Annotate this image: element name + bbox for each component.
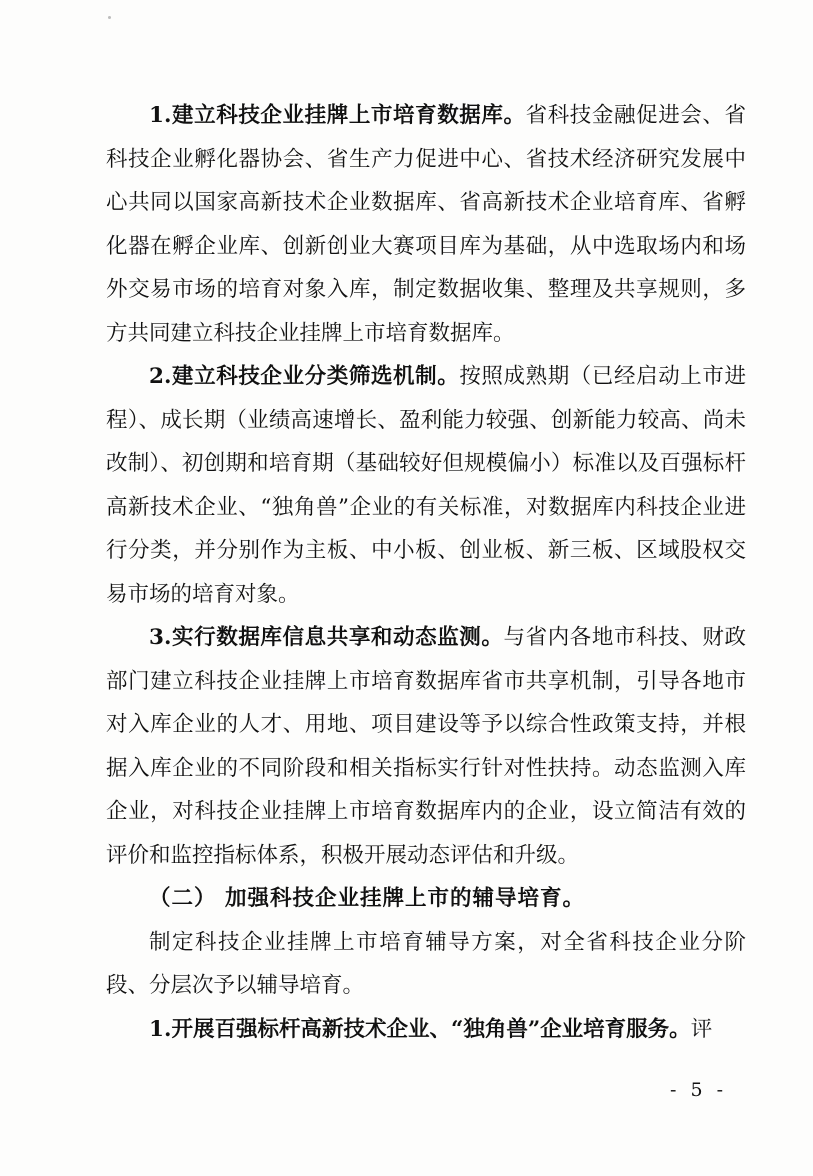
scan-speck bbox=[108, 16, 111, 19]
paragraph-text: 按照成熟期（已经启动上市进程）、成长期（业绩高速增长、盈利能力较强、创新能力较高、尚未改制）、初创期和培育期（基础较好但规模偏小）标准以及百强标杆高新技术企业、“独角兽”企业的有关标准，对数据库内科技企业进行分类，并分别作为主板、中小板、创业板、新三板、区域股权交易市场的培育对象。 bbox=[106, 364, 746, 607]
paragraph-text: 省科技金融促进会、省科技企业孵化器协会、省生产力促进中心、省技术经济研究发展中心共同以国家高新技术企业数据库、省高新技术企业培育库、省孵化器在孵企业库、创新创业大赛项目库为基础，从中选取场内和场外交易市场的培育对象入库，制定数据收集、整理及共享规则，多方共同建立科技企业挂牌上市培育数据库。 bbox=[106, 103, 746, 346]
paragraph-heading: 1.开展百强标杆高新技术企业、“独角兽”企业培育服务。 bbox=[149, 1016, 691, 1042]
paragraph-text: 评 bbox=[690, 1016, 713, 1042]
paragraph-monitoring bbox=[106, 616, 746, 877]
paragraph-unicorn bbox=[106, 1008, 746, 1052]
document-body bbox=[106, 94, 746, 1051]
section-intro: 制定科技企业挂牌上市培育辅导方案，对全省科技企业分阶段、分层次予以辅导培育。 bbox=[106, 929, 746, 998]
paragraph-database bbox=[106, 94, 746, 355]
page-number: - 5 - bbox=[670, 1079, 728, 1101]
paragraph-heading: 2.建立科技企业分类筛选机制。 bbox=[149, 364, 460, 389]
paragraph-text: 与省内各地市科技、财政部门建立科技企业挂牌上市培育数据库省市共享机制，引导各地市对入库企业的人才、用地、项目建设等予以综合性政策支持，并根据入库企业的不同阶段和相关指标实行针对性扶持。动态监测入库企业，对科技企业挂牌上市培育数据库内的企业，设立简洁有效的评价和监控指标体系，积极开展动态评估和升级。 bbox=[106, 625, 746, 868]
section-title: （二） 加强科技企业挂牌上市的辅导培育。 bbox=[149, 886, 585, 911]
paragraph-heading: 1.建立科技企业挂牌上市培育数据库。 bbox=[149, 103, 526, 128]
paragraph-heading: 3.实行数据库信息共享和动态监测。 bbox=[149, 625, 504, 650]
paragraph-classification bbox=[106, 355, 746, 616]
